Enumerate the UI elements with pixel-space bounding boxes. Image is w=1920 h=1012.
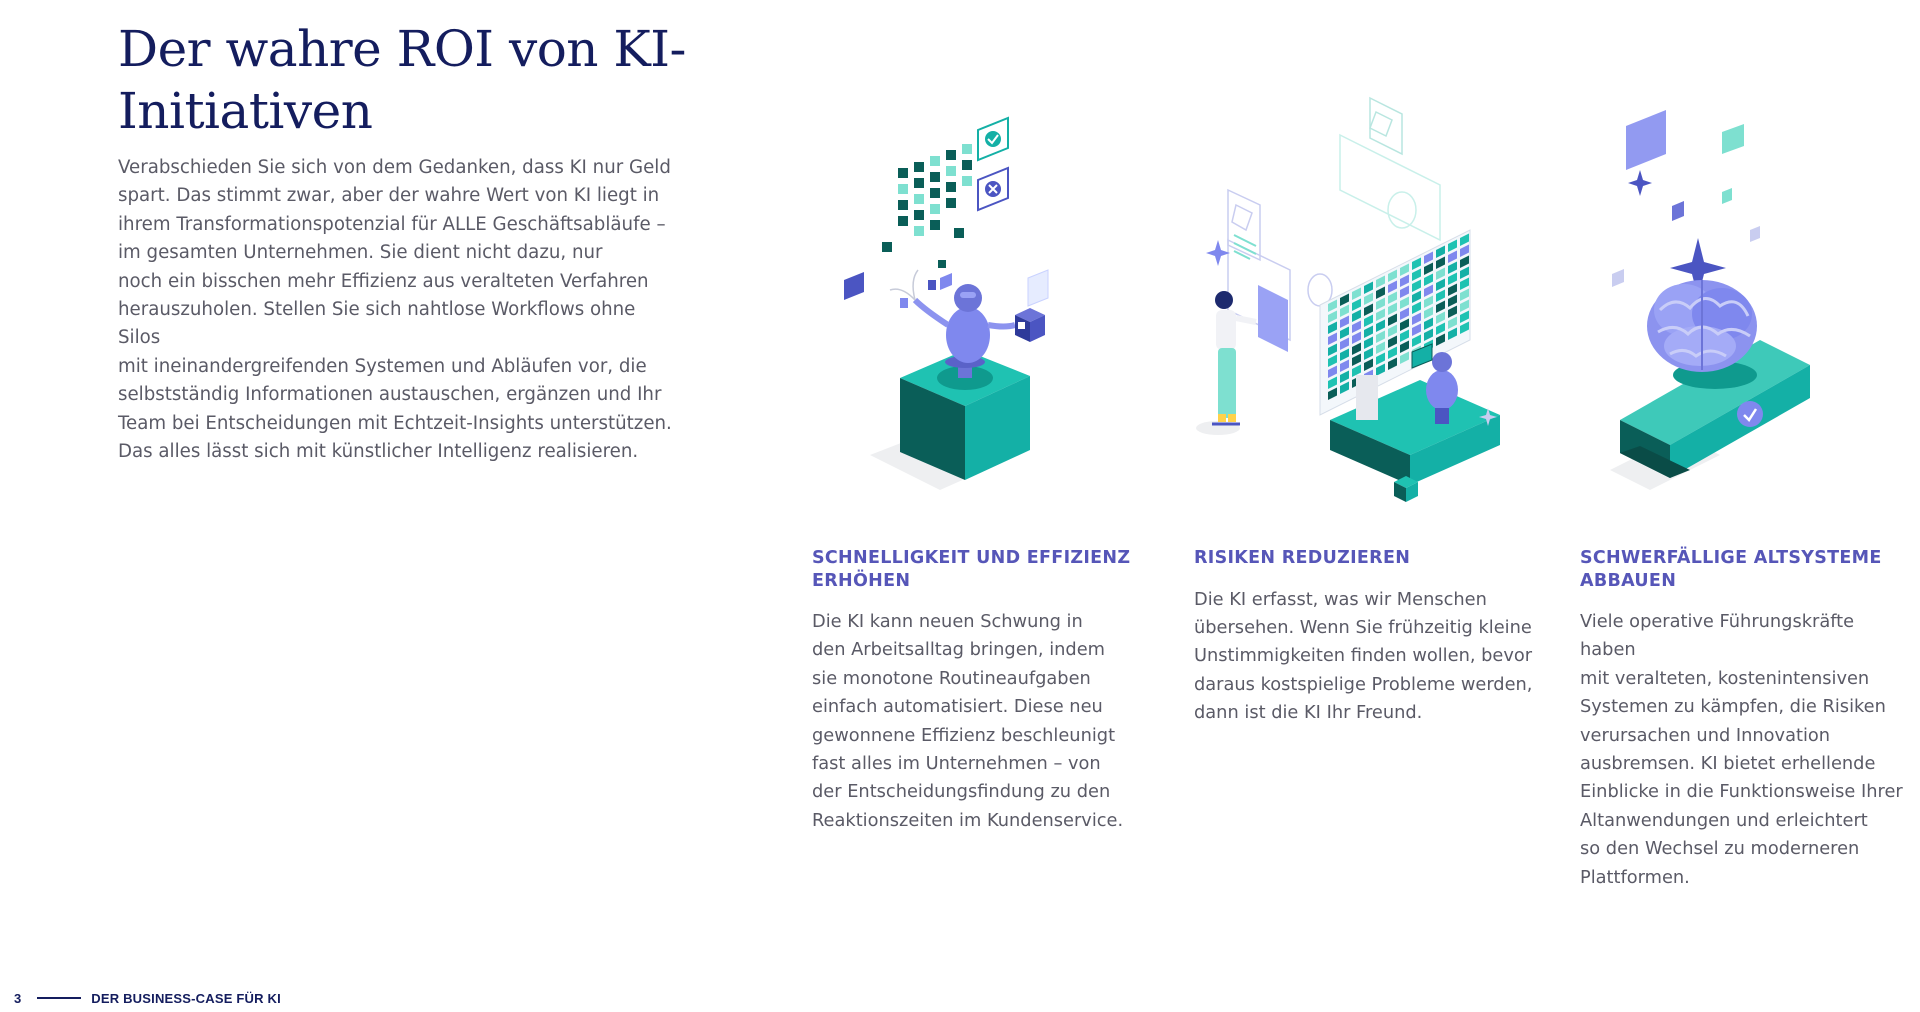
intro-line: Das alles lässt sich mit künstlicher Intelligenz realisieren. [118, 441, 639, 463]
feature-body-line: Altanwendungen und erleichtert [1580, 809, 1868, 831]
intro-line: noch ein bisschen mehr Effizienz aus veralteten Verfahren [118, 270, 649, 292]
feature-heading-line: ABBAUEN [1580, 570, 1677, 591]
feature-heading-line: SCHWERFÄLLIGE ALTSYSTEME [1580, 548, 1882, 568]
feature-heading-line: SCHNELLIGKEIT UND EFFIZIENZ [812, 548, 1131, 568]
brain-legacy-illustration [1580, 110, 1840, 510]
risk-dashboard-illustration [1180, 90, 1510, 520]
feature-heading [812, 547, 1132, 592]
feature-body-line: Systemen zu kämpfen, die Risiken [1580, 696, 1886, 718]
intro-line: selbstständig Informationen austauschen, ergänzen und Ihr [118, 384, 662, 406]
feature-heading [1580, 547, 1910, 592]
feature-heading [1194, 547, 1534, 570]
intro-paragraph [118, 154, 678, 466]
footer-divider [37, 997, 81, 999]
feature-body-line: Einblicke in die Funktionsweise Ihrer [1580, 781, 1903, 803]
feature-body-line: übersehen. Wenn Sie frühzeitig kleine [1194, 616, 1532, 638]
feature-body-line: Unstimmigkeiten finden wollen, bevor [1194, 645, 1533, 667]
feature-body-line: Viele operative Führungskräfte haben [1580, 611, 1855, 661]
robot-automation-illustration [830, 110, 1080, 510]
feature-body [1194, 586, 1534, 728]
intro-line: Team bei Entscheidungen mit Echtzeit-Insights unterstützen. [118, 412, 672, 434]
feature-heading-line: ERHÖHEN [812, 570, 911, 591]
feature-body-line: verursachen und Innovation [1580, 724, 1831, 746]
page-title: Der wahre ROI von KI-Initiativen [118, 20, 686, 140]
feature-column-risk [1194, 547, 1534, 728]
feature-body-line: sie monotone Routineaufgaben [812, 667, 1091, 689]
feature-body-line: daraus kostspielige Probleme werden, [1194, 673, 1533, 695]
feature-body-line: Plattformen. [1580, 866, 1690, 888]
intro-line: Verabschieden Sie sich von dem Gedanken, dass KI nur Geld [118, 157, 671, 178]
feature-column-speed [812, 547, 1132, 835]
feature-body-line: einfach automatisiert. Diese neu [812, 696, 1103, 718]
intro-line: im gesamten Unternehmen. Sie dient nicht dazu, nur [118, 242, 603, 264]
footer-label: DER BUSINESS-CASE FÜR KI [91, 990, 281, 1006]
feature-column-legacy [1580, 547, 1910, 892]
feature-body-line: fast alles im Unternehmen – von [812, 753, 1101, 775]
feature-body-line: Die KI kann neuen Schwung in [812, 611, 1083, 632]
feature-body-line: dann ist die KI Ihr Freund. [1194, 702, 1423, 724]
intro-line: herauszuholen. Stellen Sie sich nahtlose Workflows ohne Silos [118, 299, 636, 349]
feature-body-line: Die KI erfasst, was wir Menschen [1194, 588, 1487, 610]
feature-body-line: ausbremsen. KI bietet erhellende [1580, 753, 1876, 775]
intro-line: mit ineinandergreifenden Systemen und Abläufen vor, die [118, 355, 647, 377]
feature-body-line: Reaktionszeiten im Kundenservice. [812, 809, 1124, 831]
feature-body [1580, 608, 1910, 892]
intro-line: spart. Das stimmt zwar, aber der wahre Wert von KI liegt in [118, 185, 660, 207]
feature-body-line: gewonnene Effizienz beschleunigt [812, 724, 1116, 746]
intro-line: ihrem Transformationspotenzial für ALLE Geschäftsabläufe – [118, 213, 666, 235]
feature-body-line: der Entscheidungsfindung zu den [812, 781, 1111, 803]
page-number: 3 [14, 990, 22, 1006]
feature-body-line: den Arbeitsalltag bringen, indem [812, 639, 1105, 661]
feature-body-line: mit veralteten, kostenintensiven [1580, 667, 1870, 689]
feature-body [812, 608, 1132, 835]
feature-heading-line: RISIKEN REDUZIEREN [1194, 548, 1411, 568]
page-footer [14, 988, 281, 1008]
feature-body-line: so den Wechsel zu moderneren [1580, 838, 1860, 860]
